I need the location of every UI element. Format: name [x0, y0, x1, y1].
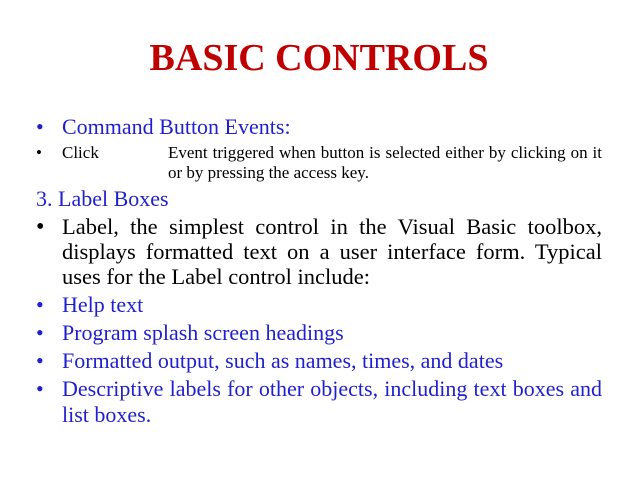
list-item: Formatted output, such as names, times, and dates — [62, 348, 504, 373]
bullet-icon: • — [36, 214, 45, 240]
bullet-icon: • — [36, 348, 44, 373]
slide-title: BASIC CONTROLS — [149, 37, 489, 79]
bullet-icon: • — [36, 143, 42, 162]
list-item: Descriptive labels for other objects, including text boxes and list boxes. — [62, 376, 602, 427]
bullet-icon: • — [36, 320, 44, 345]
bullet-icon: • — [36, 292, 44, 317]
command-events-heading: Command Button Events: — [62, 114, 291, 139]
bullet-icon: • — [36, 376, 44, 401]
bullet-icon: • — [36, 114, 44, 139]
label-boxes-heading: 3. Label Boxes — [36, 186, 169, 211]
click-term: Click — [62, 143, 99, 162]
list-item: Help text — [62, 292, 144, 317]
click-description: Event triggered when button is selected either by clicking on it or by pressing the access key. — [168, 143, 602, 182]
list-item: Program splash screen headings — [62, 320, 344, 345]
label-description: Label, the simplest control in the Visual Basic toolbox, displays formatted text on a user interface form. Typical uses for the Label control include: — [62, 214, 602, 289]
